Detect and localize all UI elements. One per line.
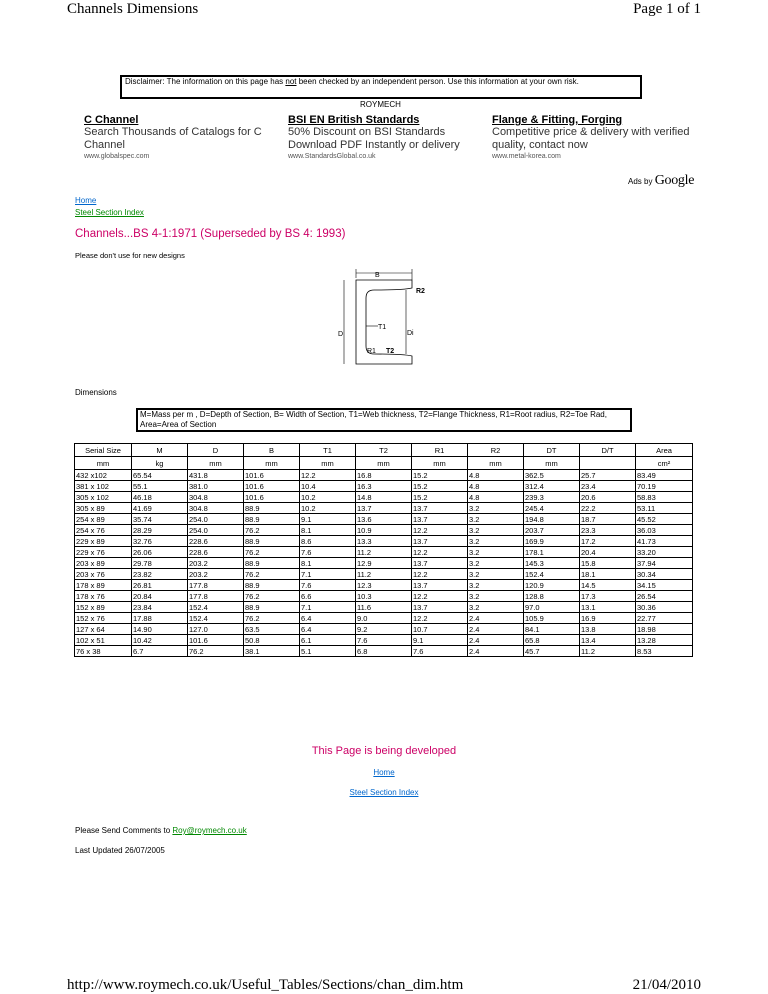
ad-url[interactable]: www.StandardsGlobal.co.uk: [288, 153, 376, 160]
table-row: [75, 503, 693, 514]
table-cell: 45.52: [636, 514, 693, 525]
table-cell: 6.4: [300, 624, 356, 635]
table-cell: 3.2: [468, 558, 524, 569]
table-cell: 2.4: [468, 624, 524, 635]
table-cell: 26.54: [636, 591, 693, 602]
table-cell: 13.7: [412, 536, 468, 547]
table-cell: 8.1: [300, 525, 356, 536]
table-cell: R2: [468, 444, 524, 457]
ads-by-google[interactable]: [628, 173, 694, 189]
table-cell: 152.4: [524, 569, 580, 580]
table-cell: 9.0: [356, 613, 412, 624]
table-cell: mm: [468, 457, 524, 470]
disclaimer-not: not: [285, 77, 297, 86]
table-cell: 10.7: [412, 624, 468, 635]
table-cell: 152.4: [188, 602, 244, 613]
table-cell: 101.6: [244, 481, 300, 492]
roymech-label: ROYMECH: [360, 100, 401, 109]
table-cell: 152 x 89: [75, 602, 132, 613]
table-cell: 33.20: [636, 547, 693, 558]
table-cell: 3.2: [468, 591, 524, 602]
footer-url: http://www.roymech.co.uk/Useful_Tables/Sections/chan_dim.htm: [67, 977, 464, 993]
table-cell: 152 x 76: [75, 613, 132, 624]
table-cell: 22.2: [580, 503, 636, 514]
table-cell: 127 x 64: [75, 624, 132, 635]
table-cell: 3.2: [468, 503, 524, 514]
table-cell: 229 x 89: [75, 536, 132, 547]
last-updated: Last Updated 26/07/2005: [75, 846, 165, 855]
table-cell: mm: [524, 457, 580, 470]
table-row: [75, 591, 693, 602]
channel-section-diagram: [334, 268, 444, 378]
table-cell: 203.2: [188, 558, 244, 569]
table-cell: 7.1: [300, 602, 356, 613]
table-cell: 304.8: [188, 492, 244, 503]
table-cell: 120.9: [524, 580, 580, 591]
table-cell: 2.4: [468, 646, 524, 657]
table-cell: 88.9: [244, 580, 300, 591]
disclaimer-box: [120, 75, 642, 99]
table-cell: 145.3: [524, 558, 580, 569]
table-cell: 15.8: [580, 558, 636, 569]
table-row: [75, 558, 693, 569]
disclaimer-text-start: Disclaimer: The information on this page has: [125, 77, 286, 86]
table-cell: 6.7: [132, 646, 188, 657]
table-cell: 76.2: [244, 547, 300, 558]
table-cell: 11.2: [356, 547, 412, 558]
table-cell: 14.90: [132, 624, 188, 635]
table-cell: 76.2: [244, 525, 300, 536]
table-cell: 10.2: [300, 492, 356, 503]
table-cell: 203.7: [524, 525, 580, 536]
table-row: [75, 580, 693, 591]
table-cell: 13.7: [412, 602, 468, 613]
table-cell: 16.8: [356, 470, 412, 481]
table-cell: 13.8: [580, 624, 636, 635]
table-cell: B: [244, 444, 300, 457]
table-cell: 229 x 76: [75, 547, 132, 558]
table-cell: 53.11: [636, 503, 693, 514]
table-cell: 18.7: [580, 514, 636, 525]
table-row: [75, 624, 693, 635]
table-cell: 2.4: [468, 635, 524, 646]
table-cell: 70.19: [636, 481, 693, 492]
table-cell: 4.8: [468, 481, 524, 492]
table-cell: cm²: [636, 457, 693, 470]
table-cell: 9.1: [412, 635, 468, 646]
table-row: [75, 635, 693, 646]
table-cell: 76.2: [244, 569, 300, 580]
table-cell: mm: [412, 457, 468, 470]
table-cell: 65.8: [524, 635, 580, 646]
table-cell: 203 x 76: [75, 569, 132, 580]
table-cell: M: [132, 444, 188, 457]
table-cell: 101.6: [244, 470, 300, 481]
table-cell: 10.3: [356, 591, 412, 602]
table-cell: 41.73: [636, 536, 693, 547]
table-cell: 22.77: [636, 613, 693, 624]
table-cell: 58.83: [636, 492, 693, 503]
nav-steel-index-link[interactable]: Steel Section Index: [75, 208, 144, 217]
table-cell: 76 x 38: [75, 646, 132, 657]
table-cell: 29.78: [132, 558, 188, 569]
table-cell: 8.6: [300, 536, 356, 547]
table-cell: 35.74: [132, 514, 188, 525]
table-cell: 3.2: [468, 547, 524, 558]
table-cell: 7.6: [300, 547, 356, 558]
page-title: Channels...BS 4-1:1971 (Superseded by BS 4: 1993): [75, 228, 346, 240]
table-cell: 10.42: [132, 635, 188, 646]
table-cell: [580, 457, 636, 470]
table-cell: 65.54: [132, 470, 188, 481]
table-cell: 12.2: [412, 591, 468, 602]
table-cell: 55.1: [132, 481, 188, 492]
table-cell: 10.2: [300, 503, 356, 514]
ad-body: Competitive price & delivery with verified quality, contact now: [492, 126, 690, 151]
table-cell: 3.2: [468, 569, 524, 580]
table-cell: 2.4: [468, 613, 524, 624]
usage-note: Please don't use for new designs: [75, 251, 185, 260]
ad-block-flange[interactable]: [492, 114, 697, 160]
table-cell: 34.15: [636, 580, 693, 591]
label-di: Di: [407, 330, 414, 337]
table-cell: 12.9: [356, 558, 412, 569]
table-cell: 18.98: [636, 624, 693, 635]
table-cell: 254.0: [188, 514, 244, 525]
table-cell: 76.2: [188, 646, 244, 657]
table-cell: 169.9: [524, 536, 580, 547]
table-cell: 23.4: [580, 481, 636, 492]
table-cell: 41.69: [132, 503, 188, 514]
table-cell: 14.5: [580, 580, 636, 591]
table-cell: 23.82: [132, 569, 188, 580]
table-cell: 7.6: [300, 580, 356, 591]
table-cell: 13.28: [636, 635, 693, 646]
footer-date: 21/04/2010: [632, 977, 701, 993]
table-cell: 16.3: [356, 481, 412, 492]
table-cell: 3.2: [468, 602, 524, 613]
table-cell: 381 x 102: [75, 481, 132, 492]
table-cell: 88.9: [244, 602, 300, 613]
ad-title[interactable]: Flange & Fitting, Forging: [492, 114, 623, 126]
table-cell: 254 x 76: [75, 525, 132, 536]
ad-body: Search Thousands of Catalogs for C Channel: [84, 126, 262, 151]
table-cell: 20.6: [580, 492, 636, 503]
bottom-steel-index-link[interactable]: Steel Section Index: [349, 788, 419, 797]
table-cell: 3.2: [468, 536, 524, 547]
table-cell: 13.7: [412, 503, 468, 514]
table-cell: T2: [356, 444, 412, 457]
ad-url[interactable]: www.globalspec.com: [84, 153, 150, 160]
table-cell: 13.7: [412, 558, 468, 569]
table-cell: 13.4: [580, 635, 636, 646]
table-cell: 50.8: [244, 635, 300, 646]
table-cell: 9.2: [356, 624, 412, 635]
table-cell: 9.1: [300, 514, 356, 525]
table-cell: 8.1: [300, 558, 356, 569]
table-cell: 228.6: [188, 536, 244, 547]
table-cell: 7.1: [300, 569, 356, 580]
table-cell: 11.2: [356, 569, 412, 580]
email-link[interactable]: Roy@roymech.co.uk: [172, 826, 247, 835]
table-cell: 194.8: [524, 514, 580, 525]
table-cell: 11.6: [356, 602, 412, 613]
table-cell: 15.2: [412, 481, 468, 492]
table-cell: 10.9: [356, 525, 412, 536]
table-cell: mm: [356, 457, 412, 470]
table-cell: 18.1: [580, 569, 636, 580]
table-cell: 13.3: [356, 536, 412, 547]
table-cell: 13.7: [412, 514, 468, 525]
table-cell: 63.5: [244, 624, 300, 635]
nav-home-link[interactable]: Home: [75, 196, 97, 205]
table-cell: 4.8: [468, 492, 524, 503]
label-r2: R2: [416, 288, 425, 295]
table-cell: 178 x 76: [75, 591, 132, 602]
table-cell: 25.7: [580, 470, 636, 481]
table-cell: 12.2: [412, 547, 468, 558]
table-cell: 12.2: [412, 569, 468, 580]
legend-box: M=Mass per m , D=Depth of Section, B= Width of Section, T1=Web thickness, T2=Flange Thickness, R1=Root radius, R2=Toe Rad, Area=Area of Section: [136, 408, 632, 432]
table-cell: 304.8: [188, 503, 244, 514]
table-cell: D/T: [580, 444, 636, 457]
table-cell: D: [188, 444, 244, 457]
table-cell: 88.9: [244, 536, 300, 547]
table-cell: 11.2: [580, 646, 636, 657]
table-cell: 102 x 51: [75, 635, 132, 646]
label-b: B: [375, 272, 380, 279]
table-cell: 84.1: [524, 624, 580, 635]
table-row: [75, 470, 693, 481]
table-cell: 16.9: [580, 613, 636, 624]
table-cell: 88.9: [244, 514, 300, 525]
table-cell: 3.2: [468, 525, 524, 536]
table-cell: 12.2: [412, 525, 468, 536]
ads-by-prefix: Ads by: [628, 177, 655, 186]
table-cell: 239.3: [524, 492, 580, 503]
table-cell: 97.0: [524, 602, 580, 613]
label-d: D: [338, 331, 344, 338]
table-cell: 305 x 102: [75, 492, 132, 503]
table-cell: 76.2: [244, 613, 300, 624]
table-cell: 4.8: [468, 470, 524, 481]
table-cell: 20.4: [580, 547, 636, 558]
table-cell: mm: [300, 457, 356, 470]
table-row: [75, 525, 693, 536]
table-cell: 128.8: [524, 591, 580, 602]
table-cell: 432 x102: [75, 470, 132, 481]
dimensions-table: [74, 443, 693, 657]
label-r1: R1: [367, 348, 376, 355]
ad-title[interactable]: BSI EN British Standards: [288, 114, 420, 126]
table-cell: 152.4: [188, 613, 244, 624]
table-cell: 15.2: [412, 470, 468, 481]
table-cell: 3.2: [468, 580, 524, 591]
table-cell: 12.3: [356, 580, 412, 591]
table-cell: 13.7: [356, 503, 412, 514]
table-cell: 17.88: [132, 613, 188, 624]
table-cell: 23.84: [132, 602, 188, 613]
table-cell: 178 x 89: [75, 580, 132, 591]
table-cell: 431.8: [188, 470, 244, 481]
table-row: [75, 481, 693, 492]
table-cell: mm: [244, 457, 300, 470]
table-cell: 14.8: [356, 492, 412, 503]
table-cell: 76.2: [244, 591, 300, 602]
table-cell: 105.9: [524, 613, 580, 624]
label-t1: T1: [378, 324, 387, 331]
page-header-title: Channels Dimensions: [67, 1, 199, 17]
table-cell: 7.6: [412, 646, 468, 657]
table-cell: 6.4: [300, 613, 356, 624]
table-cell: 12.2: [412, 613, 468, 624]
table-cell: 23.3: [580, 525, 636, 536]
table-cell: 203 x 89: [75, 558, 132, 569]
table-cell: 88.9: [244, 503, 300, 514]
table-header-row: [75, 444, 693, 457]
dimensions-label: Dimensions: [75, 388, 117, 397]
table-cell: 88.9: [244, 558, 300, 569]
table-cell: 13.1: [580, 602, 636, 613]
table-cell: 13.7: [412, 580, 468, 591]
google-logo: Google: [654, 173, 695, 188]
table-cell: 6.8: [356, 646, 412, 657]
bottom-home-link[interactable]: Home: [373, 768, 395, 777]
table-cell: Serial Size: [75, 444, 132, 457]
disclaimer-text-end: been checked by an independent person. Use this information at your own risk.: [296, 77, 579, 86]
ad-block-bsi[interactable]: [288, 114, 493, 160]
table-cell: 6.1: [300, 635, 356, 646]
label-t2: T2: [386, 348, 395, 355]
developing-notice: This Page is being developed: [311, 745, 457, 757]
table-cell: 362.5: [524, 470, 580, 481]
table-cell: 45.7: [524, 646, 580, 657]
table-cell: 17.2: [580, 536, 636, 547]
table-cell: R1: [412, 444, 468, 457]
table-cell: 101.6: [188, 635, 244, 646]
comments-line: [75, 826, 247, 835]
table-cell: 10.4: [300, 481, 356, 492]
table-cell: 30.36: [636, 602, 693, 613]
table-cell: 32.76: [132, 536, 188, 547]
table-row: [75, 492, 693, 503]
table-cell: 30.34: [636, 569, 693, 580]
table-cell: DT: [524, 444, 580, 457]
table-row: [75, 547, 693, 558]
table-cell: 13.6: [356, 514, 412, 525]
table-units-row: [75, 457, 693, 470]
table-cell: 381.0: [188, 481, 244, 492]
table-cell: 46.18: [132, 492, 188, 503]
table-cell: 12.2: [300, 470, 356, 481]
ad-body: 50% Discount on BSI Standards Download PDF Instantly or delivery: [288, 126, 460, 151]
table-cell: 28.29: [132, 525, 188, 536]
table-cell: 17.3: [580, 591, 636, 602]
table-row: [75, 646, 693, 657]
comments-prefix: Please Send Comments to: [75, 826, 173, 835]
table-cell: 5.1: [300, 646, 356, 657]
table-cell: 312.4: [524, 481, 580, 492]
ad-title[interactable]: C Channel: [84, 114, 139, 126]
table-cell: 6.6: [300, 591, 356, 602]
table-cell: 254.0: [188, 525, 244, 536]
table-cell: 15.2: [412, 492, 468, 503]
table-row: [75, 536, 693, 547]
table-cell: 178.1: [524, 547, 580, 558]
table-cell: T1: [300, 444, 356, 457]
table-cell: 101.6: [244, 492, 300, 503]
table-cell: mm: [75, 457, 132, 470]
table-cell: 177.8: [188, 591, 244, 602]
table-cell: 38.1: [244, 646, 300, 657]
table-cell: 7.6: [356, 635, 412, 646]
table-cell: 305 x 89: [75, 503, 132, 514]
table-cell: 26.06: [132, 547, 188, 558]
table-cell: 37.94: [636, 558, 693, 569]
table-row: [75, 613, 693, 624]
channel-outline: [356, 280, 412, 364]
table-cell: 20.84: [132, 591, 188, 602]
table-row: [75, 569, 693, 580]
ad-block-c-channel[interactable]: [84, 114, 289, 160]
table-cell: 177.8: [188, 580, 244, 591]
table-cell: 127.0: [188, 624, 244, 635]
table-cell: 8.53: [636, 646, 693, 657]
table-cell: 245.4: [524, 503, 580, 514]
table-row: [75, 602, 693, 613]
table-cell: 83.49: [636, 470, 693, 481]
table-cell: 254 x 89: [75, 514, 132, 525]
table-cell: 36.03: [636, 525, 693, 536]
table-cell: 228.6: [188, 547, 244, 558]
table-cell: 203.2: [188, 569, 244, 580]
page-number: Page 1 of 1: [633, 1, 701, 17]
table-cell: Area: [636, 444, 693, 457]
ad-url[interactable]: www.metal-korea.com: [492, 153, 561, 160]
table-row: [75, 514, 693, 525]
table-cell: mm: [188, 457, 244, 470]
table-cell: 3.2: [468, 514, 524, 525]
table-cell: 26.81: [132, 580, 188, 591]
table-cell: kg: [132, 457, 188, 470]
